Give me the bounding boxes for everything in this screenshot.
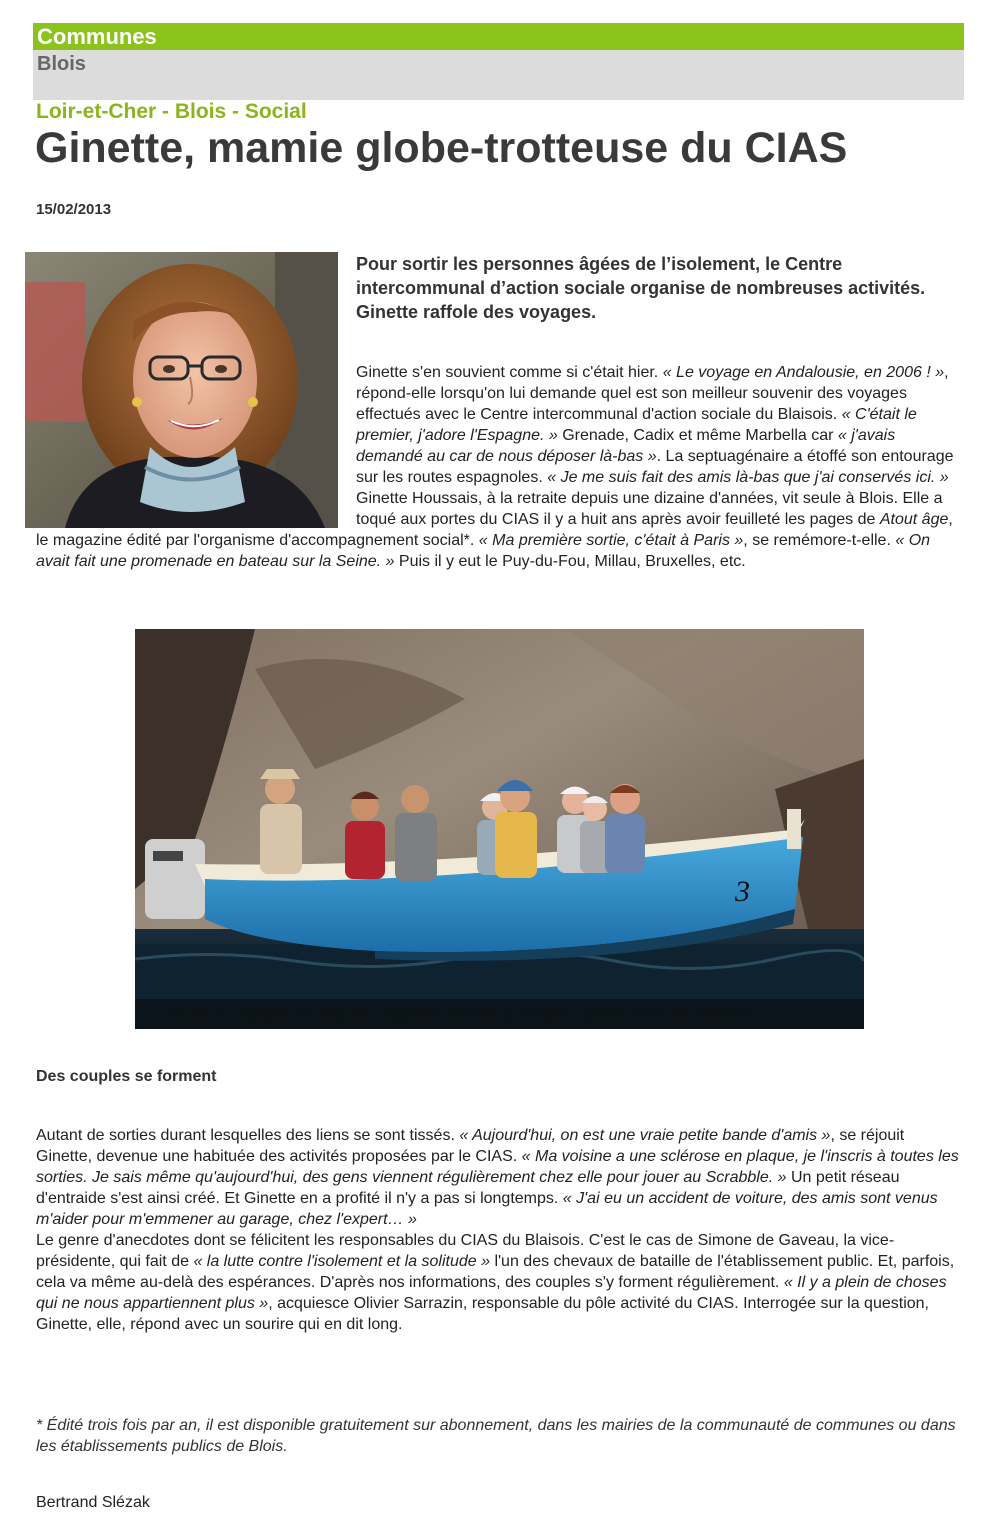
p1-quote: « On avait fait une promenade en bateau sur la Seine. »: [36, 532, 931, 570]
article-title: Ginette, mamie globe-trotteuse du CIAS: [35, 124, 848, 172]
p1-quote: « Le voyage en Andalousie, en 2006 ! »: [662, 364, 945, 381]
p1-text: Ginette Houssais, à la retraite depuis une dizaine d'années, vit seule à Blois. Elle a toqué aux portes du CIAS il y a huit ans après avoir feuilleté les pages de: [356, 490, 943, 528]
p2-quote: « Ma voisine a une sclérose en plaque, je l'inscris à toutes les sorties. Je sais même qu'aujourd'hui, des gens viennent régulièrement chez elle pour jouer au Scrabble. »: [36, 1148, 959, 1186]
p1-text: Ginette s'en souvient comme si c'était hier.: [356, 364, 663, 381]
p1-quote: « Ma première sortie, c'était à Paris »: [478, 532, 744, 549]
p1-text: . La septuagénaire a étoffé son entourage sur les routes espagnoles.: [356, 448, 954, 486]
section-header[interactable]: Communes: [33, 23, 964, 50]
article-footnote: * Édité trois fois par an, il est disponible gratuitement sur abonnement, dans les mairies de la communauté de communes ou dans les établissements publics de Blois.: [36, 1417, 956, 1455]
article-author: Bertrand Slézak: [36, 1494, 150, 1511]
p3-text: Le genre d'anecdotes dont se félicitent les responsables du CIAS du Blaisois. C'est le cas de Simone de Gaveau, la vice-présidente, qui fait de: [36, 1232, 895, 1270]
svg-text:3: 3: [735, 875, 750, 908]
p1-quote: « j'avais demandé au car de nous déposer là-bas »: [356, 427, 896, 465]
article-subheading: Des couples se forment: [36, 1068, 217, 1085]
portrait-wrap-spacer: [36, 362, 356, 518]
article-lead: Pour sortir les personnes âgées de l’isolement, le Centre intercommunal d’action sociale organise de nombreuses activités. Ginette raffole des voyages.: [356, 254, 926, 322]
p2-quote: « Aujourd'hui, on est une vraie petite bande d'amis »: [459, 1127, 831, 1144]
article-kicker: Loir-et-Cher - Blois - Social: [36, 100, 307, 123]
p1-quote: « Je me suis fait des amis là-bas que j'ai conservés ici. »: [547, 469, 949, 486]
p3-text: l'un des chevaux de bataille de l'établissement public. Et, parfois, cela va même au-delà des espérances. D'après nos informations, des couples s'y forment régulièrement.: [36, 1253, 955, 1291]
p2-text: Un petit réseau d'entraide s'est ainsi créé. Et Ginette en a profité il n'y a pas si longtemps.: [36, 1169, 900, 1207]
p1-text: Puis il y eut le Puy-du-Fou, Millau, Bruxelles, etc.: [394, 553, 746, 570]
p1-text: , se remémore-t-elle.: [743, 532, 896, 549]
p3-quote: « Il y a plein de choses qui ne nous appartiennent plus »: [36, 1274, 947, 1312]
boat-photo: [135, 629, 864, 1029]
subsection-header[interactable]: Blois: [33, 50, 964, 100]
article-paragraph-3: [36, 1230, 961, 1335]
article-paragraph-1: [36, 362, 961, 572]
article-paragraph-2: [36, 1125, 961, 1335]
p1-text: , le magazine édité par l'organisme d'accompagnement social*.: [36, 511, 953, 549]
p1-quote: « C'était le premier, j'adore l'Espagne. »: [356, 406, 917, 444]
p3-quote: « la lutte contre l'isolement et la solitude »: [193, 1253, 490, 1270]
p3-text: , acquiesce Olivier Sarrazin, responsable du pôle activité du CIAS. Interrogée sur la question, Ginette, elle, répond avec un sourire qui en dit long.: [36, 1295, 929, 1333]
boat-illustration: [135, 629, 864, 1029]
p1-text: , répond-elle lorsqu'on lui demande quel est son meilleur souvenir des voyages effectués avec le Centre intercommunal d'action sociale du Blaisois.: [356, 364, 949, 423]
p2-quote: « J'ai eu un accident de voiture, des amis sont venus m'aider pour m'emmener au garage, chez l'expert… »: [36, 1190, 938, 1228]
p2-text: Autant de sorties durant lesquelles des liens se sont tissés.: [36, 1127, 460, 1144]
photo-caption: Plusieurs voyages ont déjà été organisés comme ici à Malte. - (Photo CIAS du Blaisois): [168, 1006, 750, 1023]
p1-text: Grenade, Cadix et même Marbella car: [557, 427, 838, 444]
p1-magazine-title: Atout âge: [879, 511, 949, 528]
p2-text: , se réjouit Ginette, devenue une habituée des activités proposées par le CIAS.: [36, 1127, 905, 1165]
article-date: 15/02/2013: [36, 201, 112, 218]
